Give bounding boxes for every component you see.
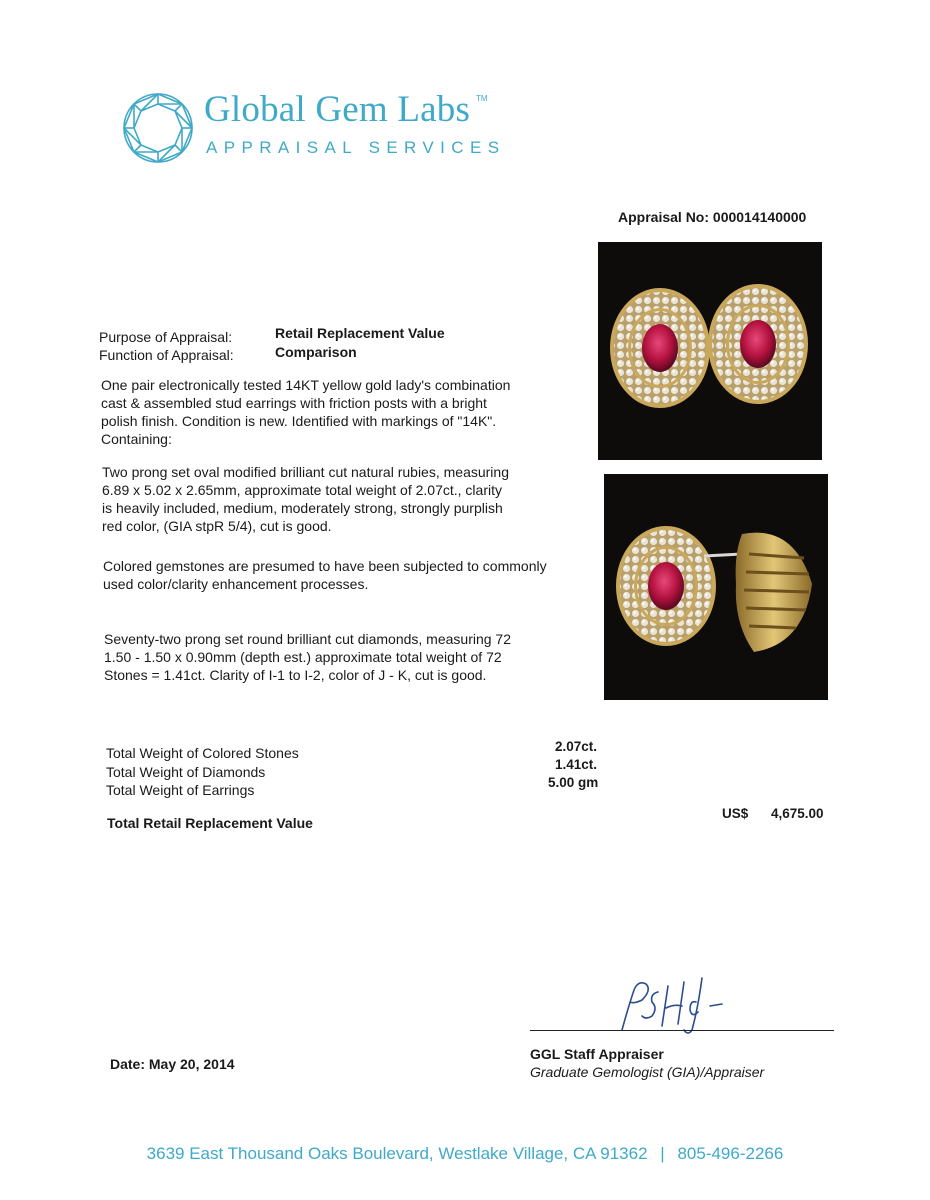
item-description-line: polish finish. Condition is new. Identified with markings of "14K". [101,413,497,429]
item-description-line: One pair electronically tested 14KT yellow gold lady's combination [101,377,511,393]
purpose-value: Retail Replacement Value [275,325,445,341]
total-retail-value: 4,675.00 [771,806,824,821]
earrings-side-photo [604,474,828,700]
diamonds-weight-value: 1.41ct. [555,757,598,772]
appraiser-title: GGL Staff Appraiser [530,1046,664,1062]
footer-contact [0,1144,930,1164]
brand-subtitle: APPRAISAL SERVICES [206,138,506,157]
diamonds-description [104,630,584,684]
appraiser-signature [612,968,732,1043]
treatment-disclosure-line: Colored gemstones are presumed to have been subjected to commonly [103,558,547,574]
currency-code: US$ [722,806,749,821]
diamonds-description-line: Seventy-two prong set round brilliant cut diamonds, measuring 72 [104,631,511,647]
treatment-disclosure-line: used color/clarity enhancement processes. [103,576,369,592]
rubies-description-line: 6.89 x 5.02 x 2.65mm, approximate total weight of 2.07ct., clarity [102,482,502,498]
diamonds-description-line: Stones = 1.41ct. Clarity of I-1 to I-2, color of J - K, cut is good. [104,667,487,683]
signature-line [530,1030,834,1031]
brand-name: Global Gem Labs [204,89,471,130]
rubies-description-line: red color, (GIA stpR 5/4), cut is good. [102,518,332,534]
rubies-description-line: Two prong set oval modified brilliant cut natural rubies, measuring [102,464,509,480]
item-description [101,376,581,448]
appraisal-number: Appraisal No: 000014140000 [618,209,807,225]
colored-stones-weight-label: Total Weight of Colored Stones [106,745,299,761]
diamonds-weight-label: Total Weight of Diamonds [106,764,266,780]
appraiser-credentials: Graduate Gemologist (GIA)/Appraiser [530,1064,765,1080]
rubies-description [102,463,582,535]
brand-trademark: TM [476,94,488,103]
treatment-disclosure [103,557,583,593]
purpose-label: Purpose of Appraisal: [99,329,233,345]
footer-phone: 805-496-2266 [677,1144,784,1163]
diamond-facet-icon [122,92,194,164]
function-label: Function of Appraisal: [99,347,234,363]
earrings-weight-value: 5.00 gm [548,775,599,790]
earrings-front-photo [598,242,822,460]
diamonds-description-line: 1.50 - 1.50 x 0.90mm (depth est.) approximate total weight of 72 [104,649,502,665]
earrings-weight-label: Total Weight of Earrings [106,782,255,798]
footer-address: 3639 East Thousand Oaks Boulevard, Westlake Village, CA 91362 [146,1144,648,1163]
function-value: Comparison [275,344,357,360]
appraisal-date: Date: May 20, 2014 [110,1056,235,1072]
total-retail-value-label: Total Retail Replacement Value [107,815,313,831]
footer-separator: | [660,1144,665,1163]
colored-stones-weight-value: 2.07ct. [555,739,598,754]
rubies-description-line: is heavily included, medium, moderately strong, strongly purplish [102,500,503,516]
item-description-line: cast & assembled stud earrings with friction posts with a bright [101,395,487,411]
item-description-line: Containing: [101,431,172,447]
